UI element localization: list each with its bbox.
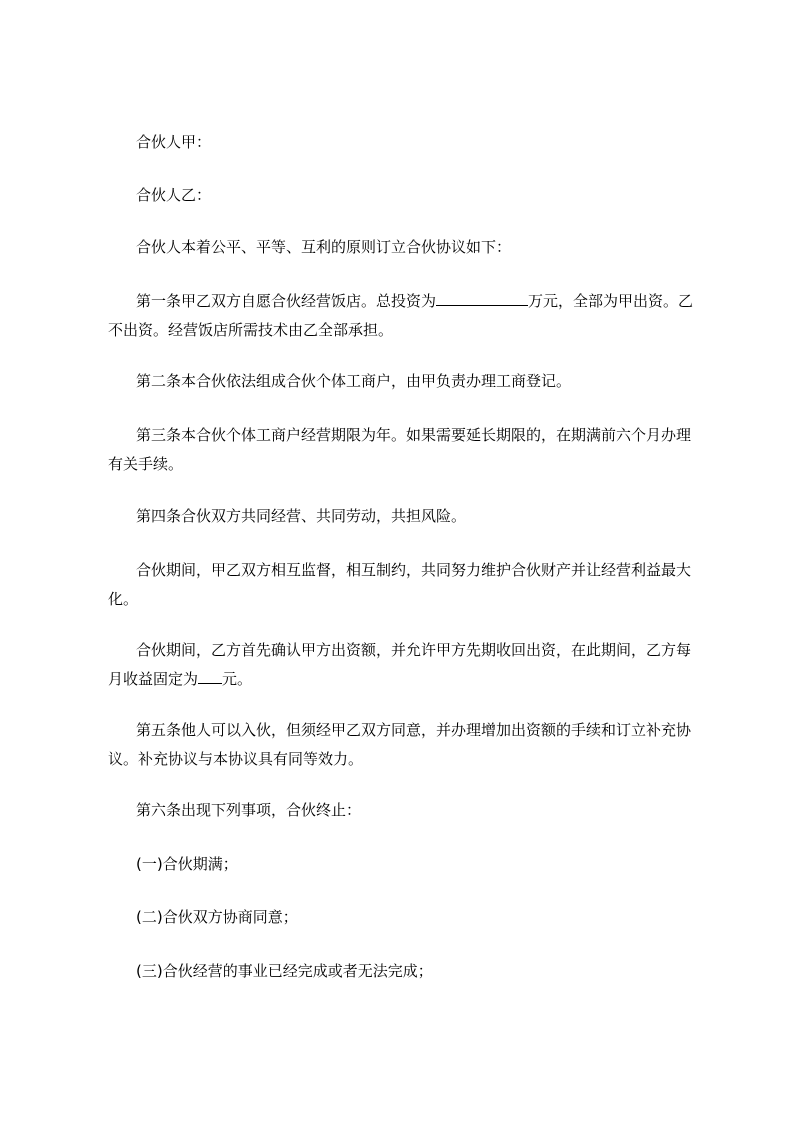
article-4-paragraph-3-text-start: 合伙期间，乙方首先确认甲方出资额，并允许甲方先期收回出资，在此期间，乙方每月收益固定为	[108, 641, 692, 688]
article-4-paragraph-3	[108, 636, 698, 694]
party-b-line: 合伙人乙：	[136, 186, 212, 204]
article-4-paragraph-2: 合伙期间，甲乙双方相互监督，相互制约，共同努力维护合伙财产并让经营利益最大化。	[108, 561, 692, 608]
monthly-income-blank	[198, 668, 222, 684]
termination-item-1: (一)合伙期满；	[136, 855, 238, 873]
article-6: 第六条出现下列事项，合伙终止：	[136, 801, 362, 819]
article-3: 第三条本合伙个体工商户经营期限为年。如果需要延长期限的，在期满前六个月办理有关手续。	[108, 426, 692, 473]
termination-item-2: (二)合伙双方协商同意；	[136, 908, 298, 926]
article-4-paragraph-3-text-end: 元。	[222, 670, 253, 688]
preamble: 合伙人本着公平、平等、互利的原则订立合伙协议如下：	[136, 238, 512, 256]
article-5: 第五条他人可以入伙，但须经甲乙双方同意，并办理增加出资额的手续和订立补充协议。补充协议与本协议具有同等效力。	[108, 721, 692, 768]
investment-amount-blank	[436, 290, 528, 306]
termination-item-3: (三)合伙经营的事业已经完成或者无法完成；	[136, 962, 433, 980]
article-2: 第二条本合伙依法组成合伙个体工商户，由甲负责办理工商登记。	[136, 372, 572, 390]
article-4: 第四条合伙双方共同经营、共同劳动，共担风险。	[136, 507, 467, 525]
article-1-text-end: 万元，全部为甲出资。乙不出资。经营饭店所需技术由乙全部承担。	[108, 292, 694, 339]
party-a-line: 合伙人甲：	[136, 133, 212, 151]
article-1-text-start: 第一条甲乙双方自愿合伙经营饭店。总投资为	[136, 292, 437, 310]
article-1	[108, 287, 698, 345]
